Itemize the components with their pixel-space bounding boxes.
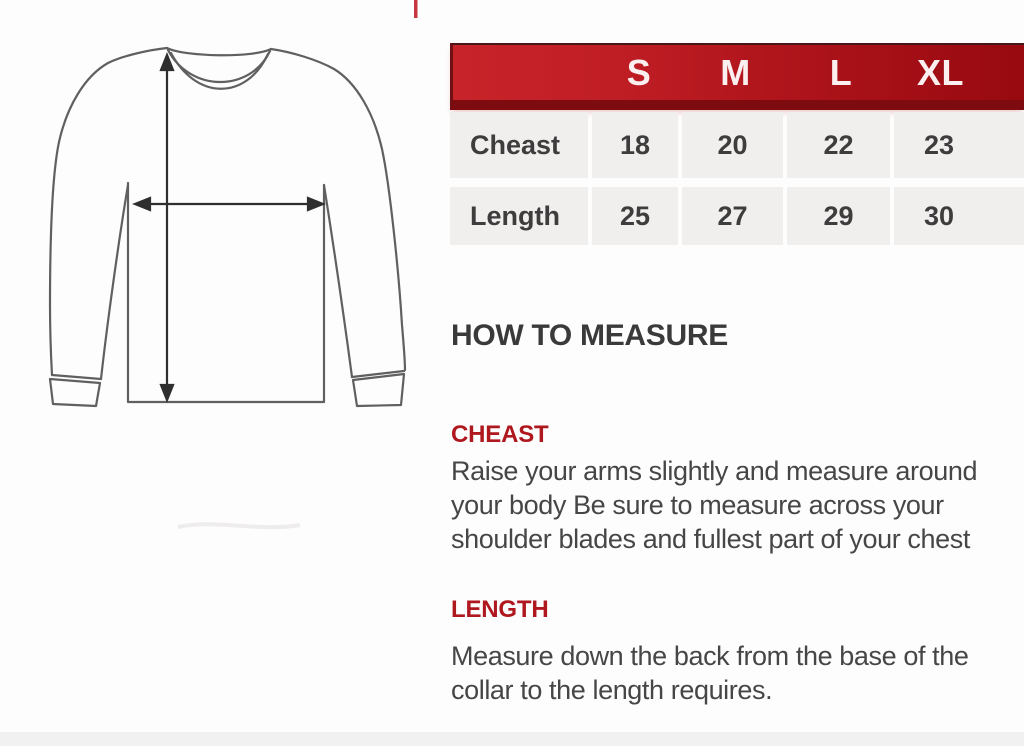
faint-smudge (178, 524, 300, 527)
length-value-xl: 30 (894, 187, 1024, 245)
right-cuff-outline (353, 374, 404, 406)
header-size-l: L (829, 51, 853, 93)
table-row-length (450, 187, 1024, 245)
length-arrow (161, 55, 173, 400)
cheast-value-xl: 23 (894, 112, 1024, 178)
header-empty-cell (453, 45, 595, 100)
size-chart-table (450, 43, 1024, 245)
length-paragraph (451, 639, 969, 707)
shirt-outline (50, 48, 405, 406)
how-to-measure-title: HOW TO MEASURE (451, 319, 728, 352)
length-heading: LENGTH (451, 596, 549, 623)
left-cuff-outline (50, 379, 100, 406)
header-size-m: M (720, 51, 751, 93)
chest-arrow (135, 198, 323, 210)
paragraph-line: Raise your arms slightly and measure around (451, 456, 978, 486)
left-shoulder-sleeve-outline (50, 48, 167, 375)
body-outline (128, 183, 324, 402)
paragraph-line: collar to the length requires. (451, 675, 773, 705)
row-label-cheast: Cheast (450, 112, 588, 178)
paragraph-line: shoulder blades and fullest part of your chest (451, 524, 970, 554)
arrowhead-down-icon (161, 385, 173, 400)
right-shoulder-sleeve-outline (271, 49, 405, 370)
cheast-value-l: 22 (787, 112, 890, 178)
length-value-s: 25 (592, 187, 678, 245)
header-size-xl: XL (916, 51, 964, 93)
cheast-value-s: 18 (592, 112, 678, 178)
length-value-l: 29 (787, 187, 890, 245)
cheast-value-m: 20 (682, 112, 783, 178)
paragraph-line: Measure down the back from the base of the (451, 641, 969, 671)
cheast-heading: CHEAST (451, 421, 549, 448)
paragraph-line: your body Be sure to measure across your (451, 490, 944, 520)
bottom-gray-strip (0, 732, 1024, 746)
arrowhead-right-icon (308, 198, 323, 210)
table-row-cheast (450, 112, 1024, 178)
header-size-s: S (626, 51, 652, 93)
arrowhead-left-icon (135, 198, 150, 210)
length-value-m: 27 (682, 187, 783, 245)
left-sleeve-inner-line (101, 185, 128, 379)
cheast-paragraph (451, 454, 977, 556)
red-artifact-mark (414, 0, 418, 18)
size-chart-header-row (450, 43, 1024, 110)
left-sleeve-hem-line (52, 375, 101, 379)
collar-back-line (167, 48, 271, 55)
right-sleeve-inner-line (324, 185, 352, 377)
row-label-length: Length (450, 187, 588, 245)
